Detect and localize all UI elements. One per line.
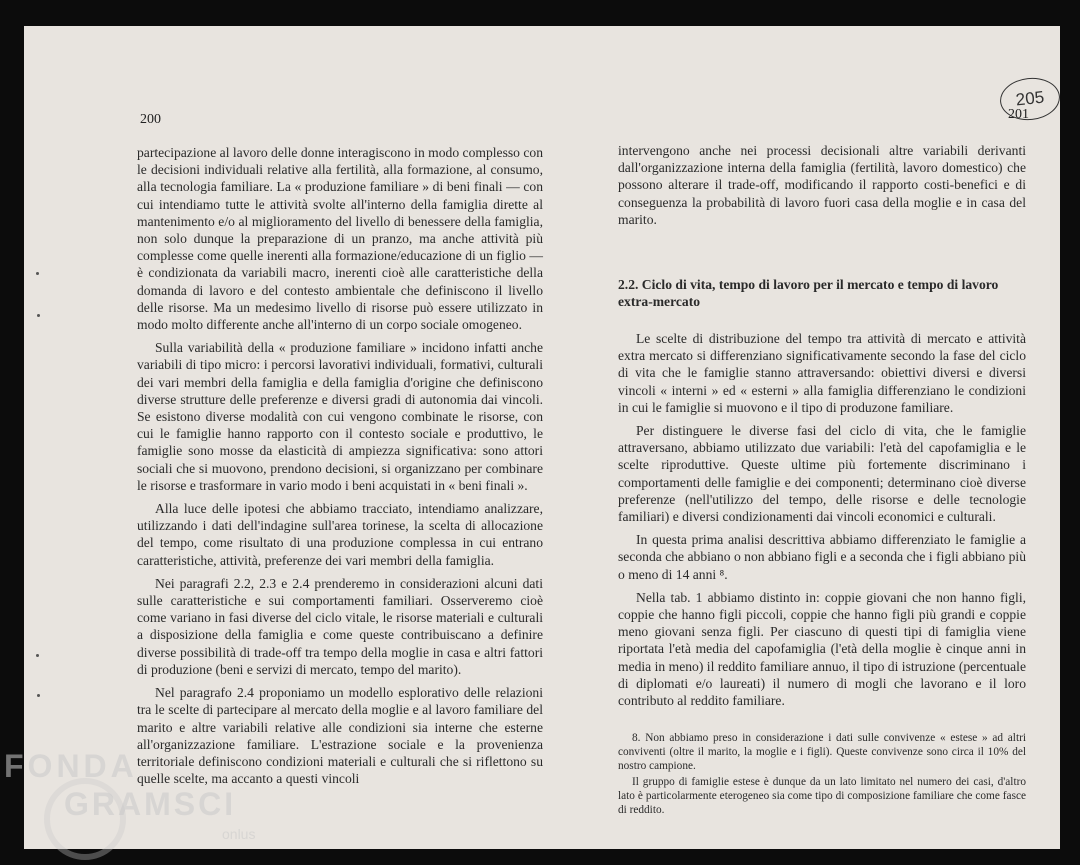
paragraph: Sulla variabilità della « produzione familiare » incidono infatti anche variabili di tipo micro: i percorsi lavorativi individuali, formativi, culturali dei vari membri della famiglia e della famiglia d'origine che definiscono diverse strutture delle preferenze e diversi gradi di autonomia dai vincoli. Se esistono diverse modalità con cui vengono combinate le risorse, con cui le famiglie hanno rapporto con il contesto sociale e produttivo, le famiglie sono mosse da elasticità di ampiezza significativa: sono attori sociali che si muovono, prendono decisioni, si organizzano per combinare le risorse e trasformare in vario modo i beni acquistati in « beni finali ». [137, 340, 543, 493]
footnote-block [618, 731, 1026, 817]
paragraph: Alla luce delle ipotesi che abbiamo tracciato, intendiamo analizzare, utilizzando i dati dell'indagine sull'area torinese, la scelta di allocazione del tempo, come risultato di una produzione complessa in cui entrano caratteristiche, attività, preferenze dei vari membri della famiglia. [137, 501, 543, 568]
paragraph: Per distinguere le diverse fasi del ciclo di vita, che le famiglie attraversano, abbiamo utilizzato due variabili: l'età del capofamiglia e le scelte riproduttive. Queste ultime più fortemente discriminano i comportamenti delle famiglie e dei componenti; determinano cioè diverse preferenze (nell'utilizzo del tempo, delle risorse e delle tecnologie familiari) e diversi condizionamenti dai vincoli economici e culturali. [618, 423, 1026, 525]
archive-stamp-number: 205 [1014, 87, 1046, 110]
right-text-column [618, 142, 1026, 819]
paragraph: Le scelte di distribuzione del tempo tra attività di mercato e attività extra mercato si differenziano significativamente secondo la fase del ciclo di vita che le famiglie stanno attraversando: obiettivi diversi e diversi vincoli « interni » ed « esterni » alla famiglia differenziano le condizioni in cui le famiglie si muovono e il tipo di produzone familiare. [618, 331, 1026, 415]
scan-mark [36, 272, 39, 275]
archive-stamp [998, 75, 1062, 123]
scan-mark [36, 654, 39, 657]
paragraph: Nel paragrafo 2.4 proponiamo un modello esplorativo delle relazioni tra le scelte di partecipare al mercato della moglie e al lavoro familiare del marito e altre variabili relative alle condizioni sia interne che esterne all'organizzazione familiare. L'estrazione sociale e la provenienza territoriale definiscono condizioni materiali e culturali che si riflettono su quelle scelte, ma accanto a questi vincoli [137, 685, 543, 787]
left-text-column [137, 144, 543, 793]
scan-mark [37, 694, 40, 697]
paragraph: intervengono anche nei processi decisionali altre variabili derivanti dall'organizzazione interna della famiglia (fertilità, lavoro domestico) che possono alterare il trade-off, modificando il rapporto costi-benefici e di conseguenza la probabilità di lavoro fuori casa della moglie e in casa del marito. [618, 143, 1026, 227]
paragraph: Nei paragrafi 2.2, 2.3 e 2.4 prenderemo in considerazioni alcuni dati sulle caratteristiche e sui comportamenti familiari. Osserveremo cioè come variano in fasi diverse del ciclo vitale, le risorse materiali e culturali a disposizione della famiglia e come queste contribuiscano a definire diverse possibilità di trade-off tra tempo della moglie in casa e altri fattori di produzione (beni e servizi di mercato, tempo del marito). [137, 575, 543, 677]
paragraph: partecipazione al lavoro delle donne interagiscono in modo complesso con le decisioni individuali relative alla fertilità, alla formazione, al consumo, alla tecnologia familiare. La « produzione familiare » di beni finali — con cui intendiamo tutte le attività svolte all'interno della famiglia dirette al mantenimento e/o al miglioramento del livello di benessere della famiglia, non solo dunque la preparazione di un pranzo, ma anche attività più complesse come quelle inerenti alla formazione/educazione di un figlio — è condizionata da variabili macro, inerenti cioè alle caratteristiche della domanda di lavoro e del contesto ambientale che definiscono il livello delle risorse. Ma un medesimo livello di risorse può essere utilizzato in modo molto differente anche all'interno di un corpo sociale omogeneo. [137, 145, 543, 333]
left-page-number: 200 [140, 112, 161, 127]
scan-mark [37, 314, 40, 317]
right-page-number: 201 [1008, 107, 1029, 122]
watermark-line3: onlus [222, 826, 256, 842]
paragraph: Nella tab. 1 abbiamo distinto in: coppie giovani che non hanno figli, coppie che hanno figli piccoli, coppie che hanno figli più grandi e coppie meno giovani senza figli. Per ciascuno di questi tipi di famiglia viene riportata l'età media del capofamiglia (l'età della moglie è cinque anni in media in meno) il reddito familiare annuo, il tipo di istruzione (percentuale di diplomati e/o laureati) il numero di mogli che lavorano e il loro contributo al reddito familiare. [618, 589, 1026, 709]
archive-watermark [4, 748, 304, 858]
footnote: Il gruppo di famiglie estese è dunque da un lato limitato nel numero dei casi, d'altro lato è particolarmente eterogeneo sia come tipo di composizione familiare che come fasce di reddito. [618, 776, 1026, 817]
watermark-line2: GRAMSCI [64, 786, 237, 822]
watermark-line1: FONDA [4, 748, 138, 784]
footnote: 8. Non abbiamo preso in considerazione i dati sulle convivenze « estese » ad altri conviventi (oltre il marito, la moglie e i figli). Queste convivenze sono circa il 10% del nostro campione. [618, 732, 1026, 773]
section-heading: 2.2. Ciclo di vita, tempo di lavoro per il mercato e tempo di lavoro extra-mercato [618, 277, 999, 310]
paragraph: In questa prima analisi descrittiva abbiamo differenziato le famiglie a seconda che abbiano o non abbiano figli e a seconda che i figli abbiano più o meno di 14 anni ⁸. [618, 532, 1026, 582]
scanned-page-spread [24, 26, 1060, 849]
